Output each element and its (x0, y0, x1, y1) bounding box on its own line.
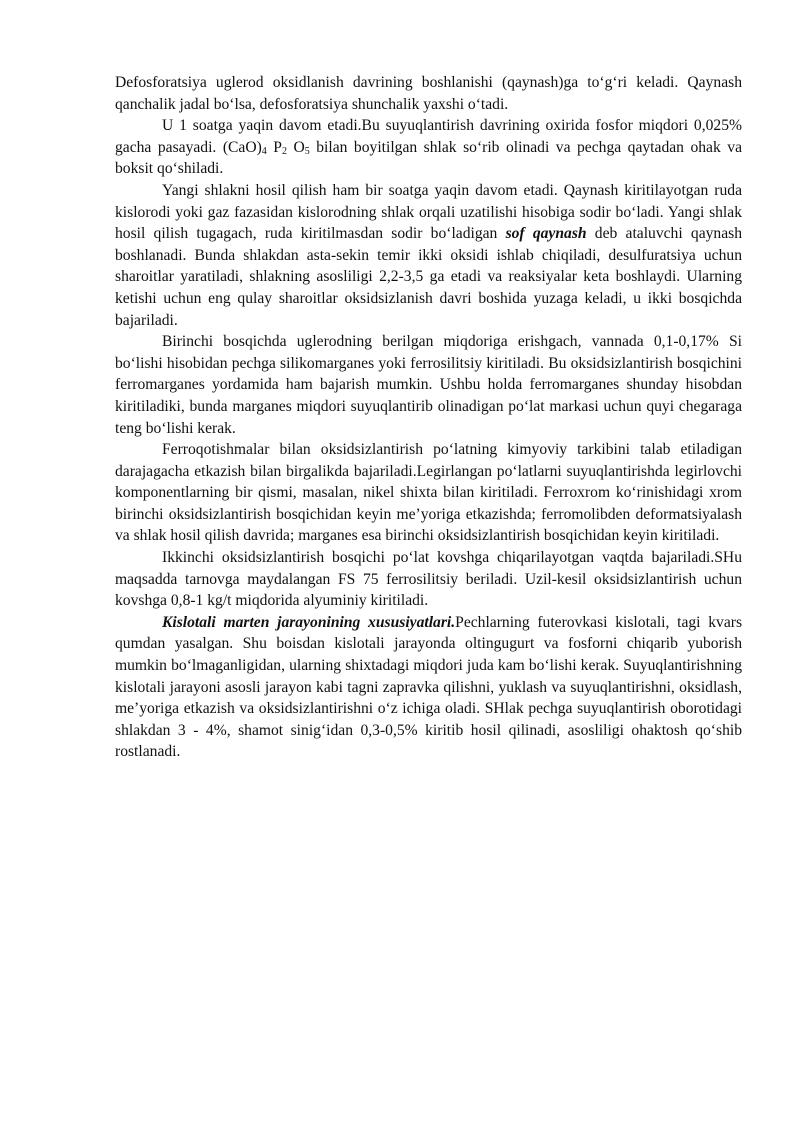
subscript: 2 (281, 145, 287, 157)
text-run: deb ataluvchi qaynash boshlanadi. Bunda shlakdan asta-sekin temir ikki oksidi ishlab chiqiladi, desulfuratsiya uchun sharoitlar yaratiladi, shlakning asosliligi 2,2-3,5 ga etadi va reaksiyalar keta boshlaydi. Ularning ketishi uchun eng qulay sharoitlar oksidsizlanish davri boshida yuzaga keladi, u ikki bosqichda bajariladi. (115, 225, 742, 329)
text-run: P (266, 138, 282, 156)
subscript: 4 (261, 145, 267, 157)
paragraph-dephosphorization: Defosforatsiya uglerod oksidlanish davrining boshlanishi (qaynash)ga to‘g‘ri keladi. Qaynash qanchalik jadal bo‘lsa, defosforatsiya shunchalik yaxshi o‘tadi. (115, 74, 742, 113)
paragraph-slag-removal (115, 115, 742, 180)
emphasis-term: sof qaynash (505, 225, 587, 243)
paragraph-new-slag (115, 180, 742, 331)
paragraph-first-stage: Birinchi bosqichda uglerodning berilgan miqdoriga erishgach, vannada 0,1-0,17% Si bo‘lishi hisobidan pechga silikomarganes yoki ferrosilitsiy kiritiladi. Bu oksidsizlantirish bosqichini ferromarganes yordamida ham bajarish mumkin. Ushbu holda ferromarganes shunday hisobdan kiritiladiki, bunda marganes miqdori suyuqlantirib olinadigan po‘lat markasi uchun quyi chegaraga teng bo‘lishi kerak. (115, 333, 742, 437)
text-run: O (286, 138, 305, 156)
section-heading: Kislotali marten jarayonining xususiyatlari. (162, 613, 456, 631)
text-run: Yangi shlakni hosil qilish ham bir soatga yaqin davom etadi. Qaynash kiritilayotgan ruda kislorodi yoki gaz fazasidan kislorodning shlak orqali uzatilishi hisobiga sodir bo‘ladi. Yangi shlak hosil qilish tugagach, ruda kiritilmasdan sodir bo‘ladigan (115, 181, 742, 243)
paragraph-second-stage: Ikkinchi oksidsizlantirish bosqichi po‘lat kovshga chiqarilayotgan vaqtda bajariladi.SHu maqsadda tarnovga maydalangan FS 75 ferrosilitsiy beriladi. Uzil-kesil oksidsizlantirish uchun kovshga 0,8-1 kg/t miqdorida alyuminiy kiritiladi. (115, 549, 742, 610)
text-run: bilan boyitilgan shlak so‘rib olinadi va pechga qaytadan ohak va boksit qo‘shiladi. (115, 138, 742, 178)
text-run: Pechlarning futerovkasi kislotali, tagi kvars qumdan yasalgan. Shu boisdan kislotali jarayonda oltingugurt va fosforni chiqarib yuborish mumkin bo‘lmaganligidan, ularning shixtadagi miqdori juda kam bo‘lishi kerak. Suyuqlantirishning kislotali jarayoni asosli jarayon kabi tagni zapravka qilishni, yuklash va suyuqlantirishni, oksidlash, me’yoriga etkazish va oksidsizlantirishni o‘z ichiga oladi. SHlak pechga suyuqlantirish oborotidagi shlakdan 3 - 4%, shamot sinig‘idan 0,3-0,5% kiritib hosil qilinadi, asosliligi ohaktosh qo‘shib rostlanadi. (115, 613, 743, 761)
document-page (115, 72, 742, 763)
paragraph-acid-process (115, 612, 742, 763)
paragraph-ferroalloys: Ferroqotishmalar bilan oksidsizlantirish po‘latning kimyoviy tarkibini talab etiladigan darajagacha etkazish bilan birgalikda bajariladi.Legirlangan po‘latlarni suyuqlantirishda legirlovchi komponentlarning bir qismi, masalan, nikel shixta bilan kiritiladi. Ferroxrom ko‘rinishidagi xrom birinchi oksidsizlantirish bosqichidan keyin me’yoriga etkazishda; ferromolibden deformatsiyalash va shlak hosil qilish davrida; marganes esa birinchi oksidsizlantirish bosqichidan keyin kiritiladi. (115, 441, 742, 545)
text-run: U 1 soatga yaqin davom etadi.Bu suyuqlantirish davrining oxirida fosfor miqdori 0,025% gacha pasayadi. (CaO) (115, 117, 742, 156)
subscript: 5 (304, 145, 310, 157)
